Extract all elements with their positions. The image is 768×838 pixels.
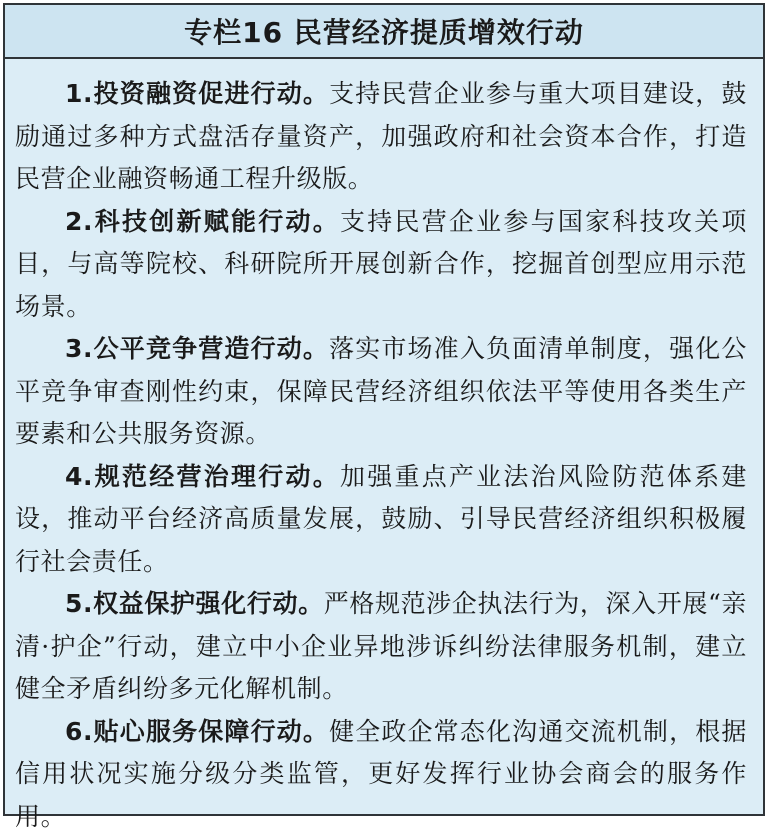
column-content (5, 59, 763, 838)
action-text-6: 健全政企常态化沟通交流机制，根据信用状况实施分级分类监管，更好发挥行业协会商会的服务作用。 (15, 717, 747, 831)
action-item-2 (15, 201, 747, 329)
column-title: 专栏16 民营经济提质增效行动 (184, 11, 584, 51)
column-box (3, 3, 765, 816)
action-text-5: 严格规范涉企执法行为，深入开展“亲清·护企”行动，建立中小企业异地涉诉纠纷法律服务机制，建立健全矛盾纠纷多元化解机制。 (15, 589, 747, 703)
action-heading-2: 2.科技创新赋能行动。 (65, 207, 340, 236)
action-item-5 (15, 583, 747, 711)
action-item-3 (15, 328, 747, 456)
action-text-3: 落实市场准入负面清单制度，强化公平竞争审查刚性约束，保障民营经济组织依法平等使用各类生产要素和公共服务资源。 (15, 334, 747, 448)
title-bar (5, 5, 763, 59)
action-text-1: 支持民营企业参与重大项目建设，鼓励通过多种方式盘活存量资产，加强政府和社会资本合作，打造民营企业融资畅通工程升级版。 (15, 79, 747, 193)
action-item-4 (15, 456, 747, 584)
action-heading-3: 3.公平竞争营造行动。 (65, 334, 329, 363)
action-heading-5: 5.权益保护强化行动。 (65, 589, 324, 618)
action-heading-6: 6.贴心服务保障行动。 (65, 717, 329, 746)
action-item-1 (15, 73, 747, 201)
action-heading-1: 1.投资融资促进行动。 (65, 79, 329, 108)
action-text-2: 支持民营企业参与国家科技攻关项目，与高等院校、科研院所开展创新合作，挖掘首创型应用示范场景。 (15, 207, 747, 321)
action-heading-4: 4.规范经营治理行动。 (65, 462, 340, 491)
action-text-4: 加强重点产业法治风险防范体系建设，推动平台经济高质量发展，鼓励、引导民营经济组织积极履行社会责任。 (15, 462, 747, 576)
